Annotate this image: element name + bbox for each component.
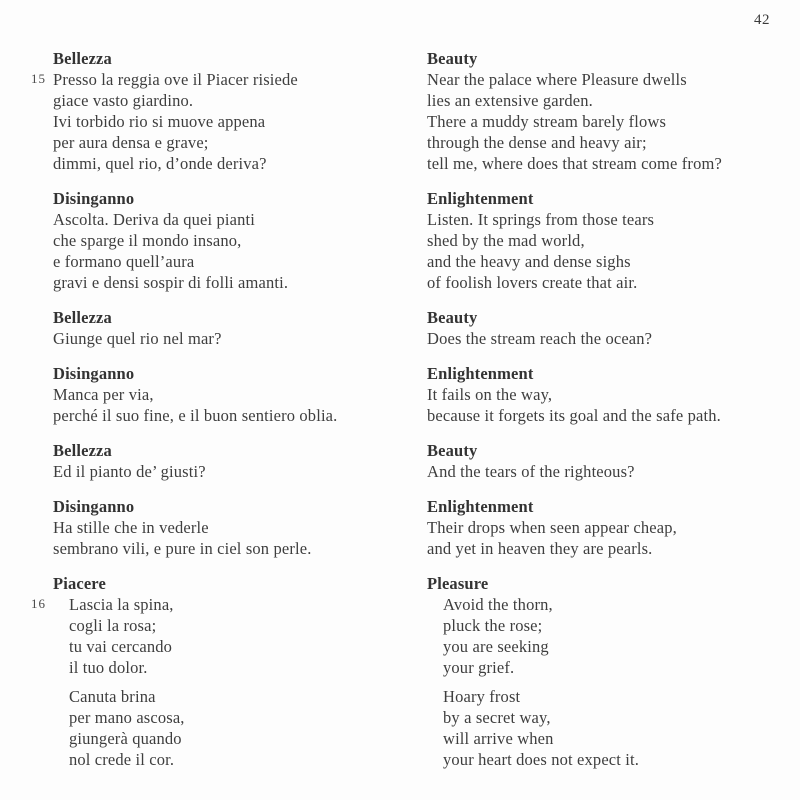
verse-line: per mano ascosa, xyxy=(69,708,185,727)
speaker-name: Enlightenment xyxy=(427,364,534,383)
stanza xyxy=(427,686,773,770)
english-column xyxy=(400,496,773,559)
italian-column xyxy=(0,573,400,770)
italian-column xyxy=(0,440,400,482)
verse-line: shed by the mad world, xyxy=(427,231,585,250)
verse-line: Ivi torbido rio si muove appena xyxy=(53,112,266,131)
verse-line: your grief. xyxy=(443,658,515,677)
dialogue-block xyxy=(0,496,800,559)
verse-line: Ascolta. Deriva da quei pianti xyxy=(53,210,255,229)
verse-line: and yet in heaven they are pearls. xyxy=(427,539,653,558)
dialogue-block xyxy=(0,363,800,426)
verse-line: per aura densa e grave; xyxy=(53,133,209,152)
verse-line: Hoary frost xyxy=(443,687,521,706)
speaker-name: Bellezza xyxy=(53,441,112,460)
speaker-name: Disinganno xyxy=(53,364,135,383)
english-column xyxy=(400,48,773,174)
verse-line: Presso la reggia ove il Piacer risiede xyxy=(53,70,298,89)
verse-line: tell me, where does that stream come from? xyxy=(427,154,722,173)
stanza xyxy=(53,686,400,770)
verse-line: nol crede il cor. xyxy=(69,750,175,769)
english-column xyxy=(400,573,773,770)
verse-line: through the dense and heavy air; xyxy=(427,133,647,152)
verse-line: giace vasto giardino. xyxy=(53,91,194,110)
verse-line: Avoid the thorn, xyxy=(443,595,553,614)
verse-line: your heart does not expect it. xyxy=(443,750,640,769)
cue-number: 15 xyxy=(31,71,46,86)
english-column xyxy=(400,307,773,349)
speaker-name: Beauty xyxy=(427,308,478,327)
verse-line: perché il suo fine, e il buon sentiero oblia. xyxy=(53,406,338,425)
verse-line: you are seeking xyxy=(443,637,549,656)
verse-line: will arrive when xyxy=(443,729,554,748)
verse-line: Giunge quel rio nel mar? xyxy=(53,329,222,348)
dialogue-block xyxy=(0,188,800,293)
speaker-name: Enlightenment xyxy=(427,189,534,208)
verse-line: tu vai cercando xyxy=(69,637,173,656)
english-column xyxy=(400,440,773,482)
speaker-name: Beauty xyxy=(427,441,478,460)
verse-line: Listen. It springs from those tears xyxy=(427,210,655,229)
verse-line: And the tears of the righteous? xyxy=(427,462,635,481)
italian-column xyxy=(0,48,400,174)
dialogue-block xyxy=(0,440,800,482)
verse-line: Does the stream reach the ocean? xyxy=(427,329,653,348)
english-column xyxy=(400,188,773,293)
verse-line: by a secret way, xyxy=(443,708,551,727)
verse-line: Ed il pianto de’ giusti? xyxy=(53,462,206,481)
verse-line: Lascia la spina, xyxy=(69,595,174,614)
speaker-name: Bellezza xyxy=(53,308,112,327)
verse-line: Manca per via, xyxy=(53,385,154,404)
verse-line: dimmi, quel rio, d’onde deriva? xyxy=(53,154,267,173)
verse-line: Ha stille che in vederle xyxy=(53,518,209,537)
speaker-name: Disinganno xyxy=(53,497,135,516)
verse-line: Canuta brina xyxy=(69,687,156,706)
verse-line: of foolish lovers create that air. xyxy=(427,273,638,292)
stanza xyxy=(53,594,400,678)
speaker-name: Pleasure xyxy=(427,574,489,593)
italian-column xyxy=(0,307,400,349)
italian-column xyxy=(0,363,400,426)
verse-line: Their drops when seen appear cheap, xyxy=(427,518,677,537)
verse-line: e formano quell’aura xyxy=(53,252,195,271)
italian-column xyxy=(0,496,400,559)
verse-line: and the heavy and dense sighs xyxy=(427,252,631,271)
libretto-content xyxy=(0,48,800,784)
stanza xyxy=(427,594,773,678)
speaker-name: Beauty xyxy=(427,49,478,68)
verse-line: cogli la rosa; xyxy=(69,616,157,635)
verse-line: gravi e densi sospir di folli amanti. xyxy=(53,273,289,292)
verse-line: sembrano vili, e pure in ciel son perle. xyxy=(53,539,312,558)
speaker-name: Piacere xyxy=(53,574,106,593)
dialogue-block xyxy=(0,307,800,349)
speaker-name: Enlightenment xyxy=(427,497,534,516)
verse-line: pluck the rose; xyxy=(443,616,543,635)
italian-column xyxy=(0,188,400,293)
verse-line: che sparge il mondo insano, xyxy=(53,231,242,250)
cue-number: 16 xyxy=(31,596,46,611)
verse-line: il tuo dolor. xyxy=(69,658,148,677)
verse-line: It fails on the way, xyxy=(427,385,553,404)
verse-line: giungerà quando xyxy=(69,729,182,748)
verse-line: because it forgets its goal and the safe path. xyxy=(427,406,721,425)
speaker-name: Disinganno xyxy=(53,189,135,208)
dialogue-block xyxy=(0,48,800,174)
verse-line: Near the palace where Pleasure dwells xyxy=(427,70,687,89)
aria-block xyxy=(0,573,800,770)
verse-line: There a muddy stream barely flows xyxy=(427,112,667,131)
verse-line: lies an extensive garden. xyxy=(427,91,593,110)
english-column xyxy=(400,363,773,426)
speaker-name: Bellezza xyxy=(53,49,112,68)
page-number: 42 xyxy=(754,12,770,28)
